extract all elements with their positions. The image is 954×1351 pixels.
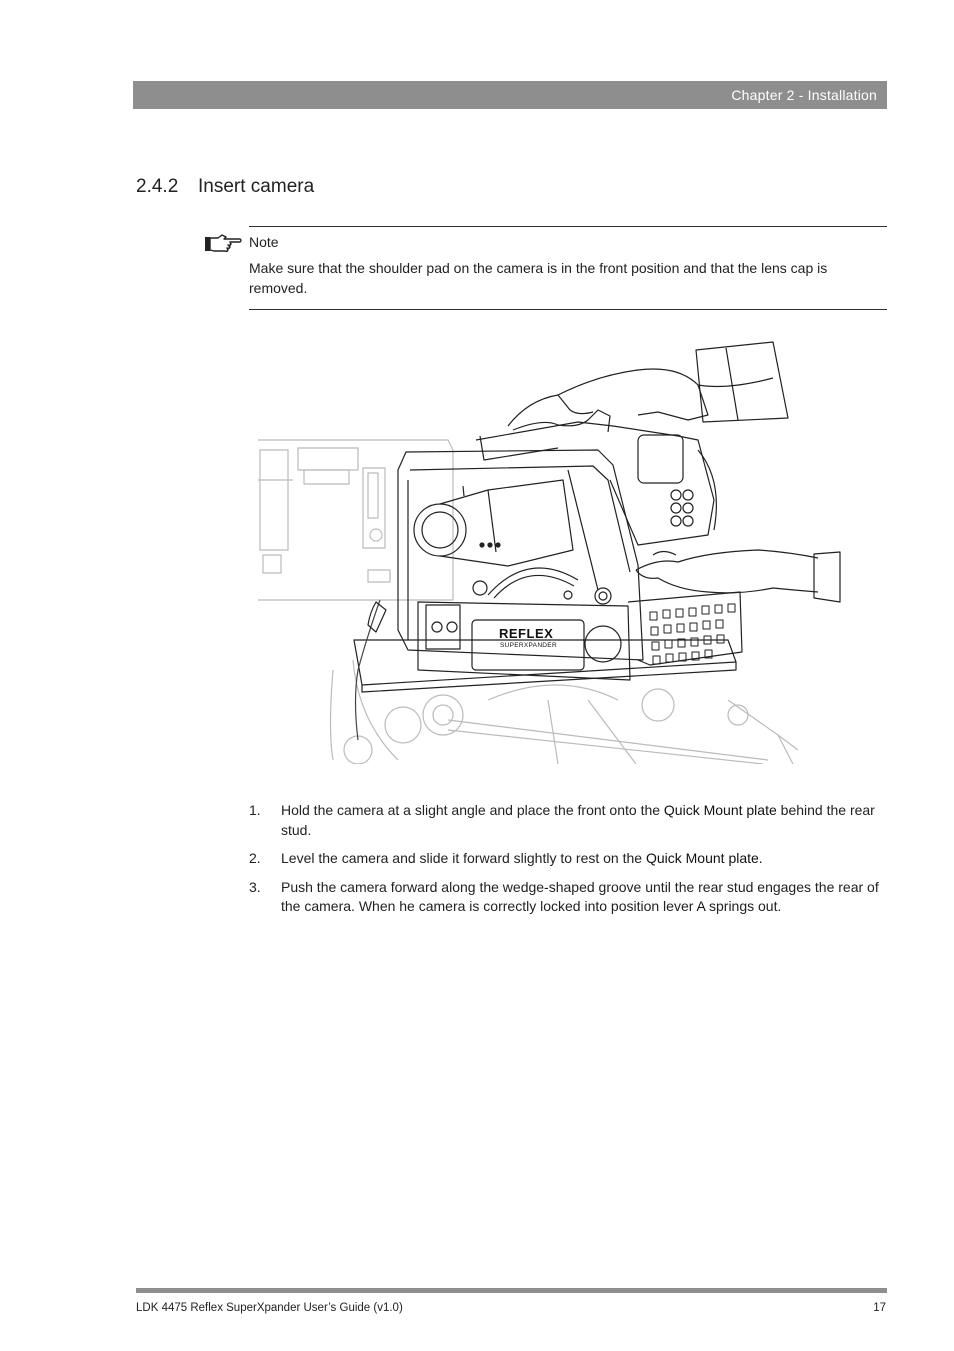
step-emphasis: Quick Mount plate. (645, 850, 763, 866)
upper-hand (508, 342, 788, 432)
background-camera (258, 440, 453, 600)
section-heading (136, 176, 314, 198)
chapter-title: Chapter 2 - Installation (731, 87, 877, 103)
chapter-header-bar (133, 81, 887, 109)
model-logo-text: SUPERXPANDER (500, 642, 557, 649)
camera-body (476, 422, 716, 545)
note-body: Make sure that the shoulder pad on the camera is in the front position and that the lens cap is removed. (249, 260, 828, 296)
step-item (249, 849, 889, 869)
section-number: 2.4.2 (136, 176, 179, 197)
tripod-head (331, 660, 799, 764)
footer-page-number: 17 (873, 1302, 886, 1314)
step-emphasis: A (696, 898, 706, 914)
note-top-rule (249, 226, 887, 227)
step-text-tail: springs out. (705, 898, 782, 914)
superxpander-frame (398, 450, 742, 680)
step-number: 1. (249, 802, 261, 818)
footer-document-title: LDK 4475 Reflex SuperXpander User’s Guide (v1.0) (136, 1302, 403, 1314)
step-item (249, 878, 889, 917)
note-title: Note (249, 234, 279, 250)
step-text-tail: behind the rear stud. (281, 802, 875, 838)
step-text: Level the camera and slide it forward slightly to rest on the (281, 850, 646, 866)
section-title: Insert camera (198, 176, 315, 197)
step-text: Push the camera forward along the wedge-shaped groove until the rear stud engages the rear of the camera. When he camera is correctly locked into position lever (281, 878, 879, 914)
step-list (249, 801, 889, 926)
brand-logo-text: REFLEX (499, 626, 554, 641)
step-text: Hold the camera at a slight angle and place the front onto the (281, 802, 664, 818)
step-emphasis: Quick Mount plate (663, 802, 777, 818)
step-item (249, 801, 889, 840)
step-number: 3. (249, 878, 261, 895)
lower-hand (636, 550, 840, 602)
step-number: 2. (249, 850, 261, 866)
footer-rule (136, 1288, 887, 1293)
pointing-hand-icon (204, 233, 244, 255)
note-bottom-rule (249, 309, 887, 310)
camera-insert-illustration (258, 340, 842, 764)
